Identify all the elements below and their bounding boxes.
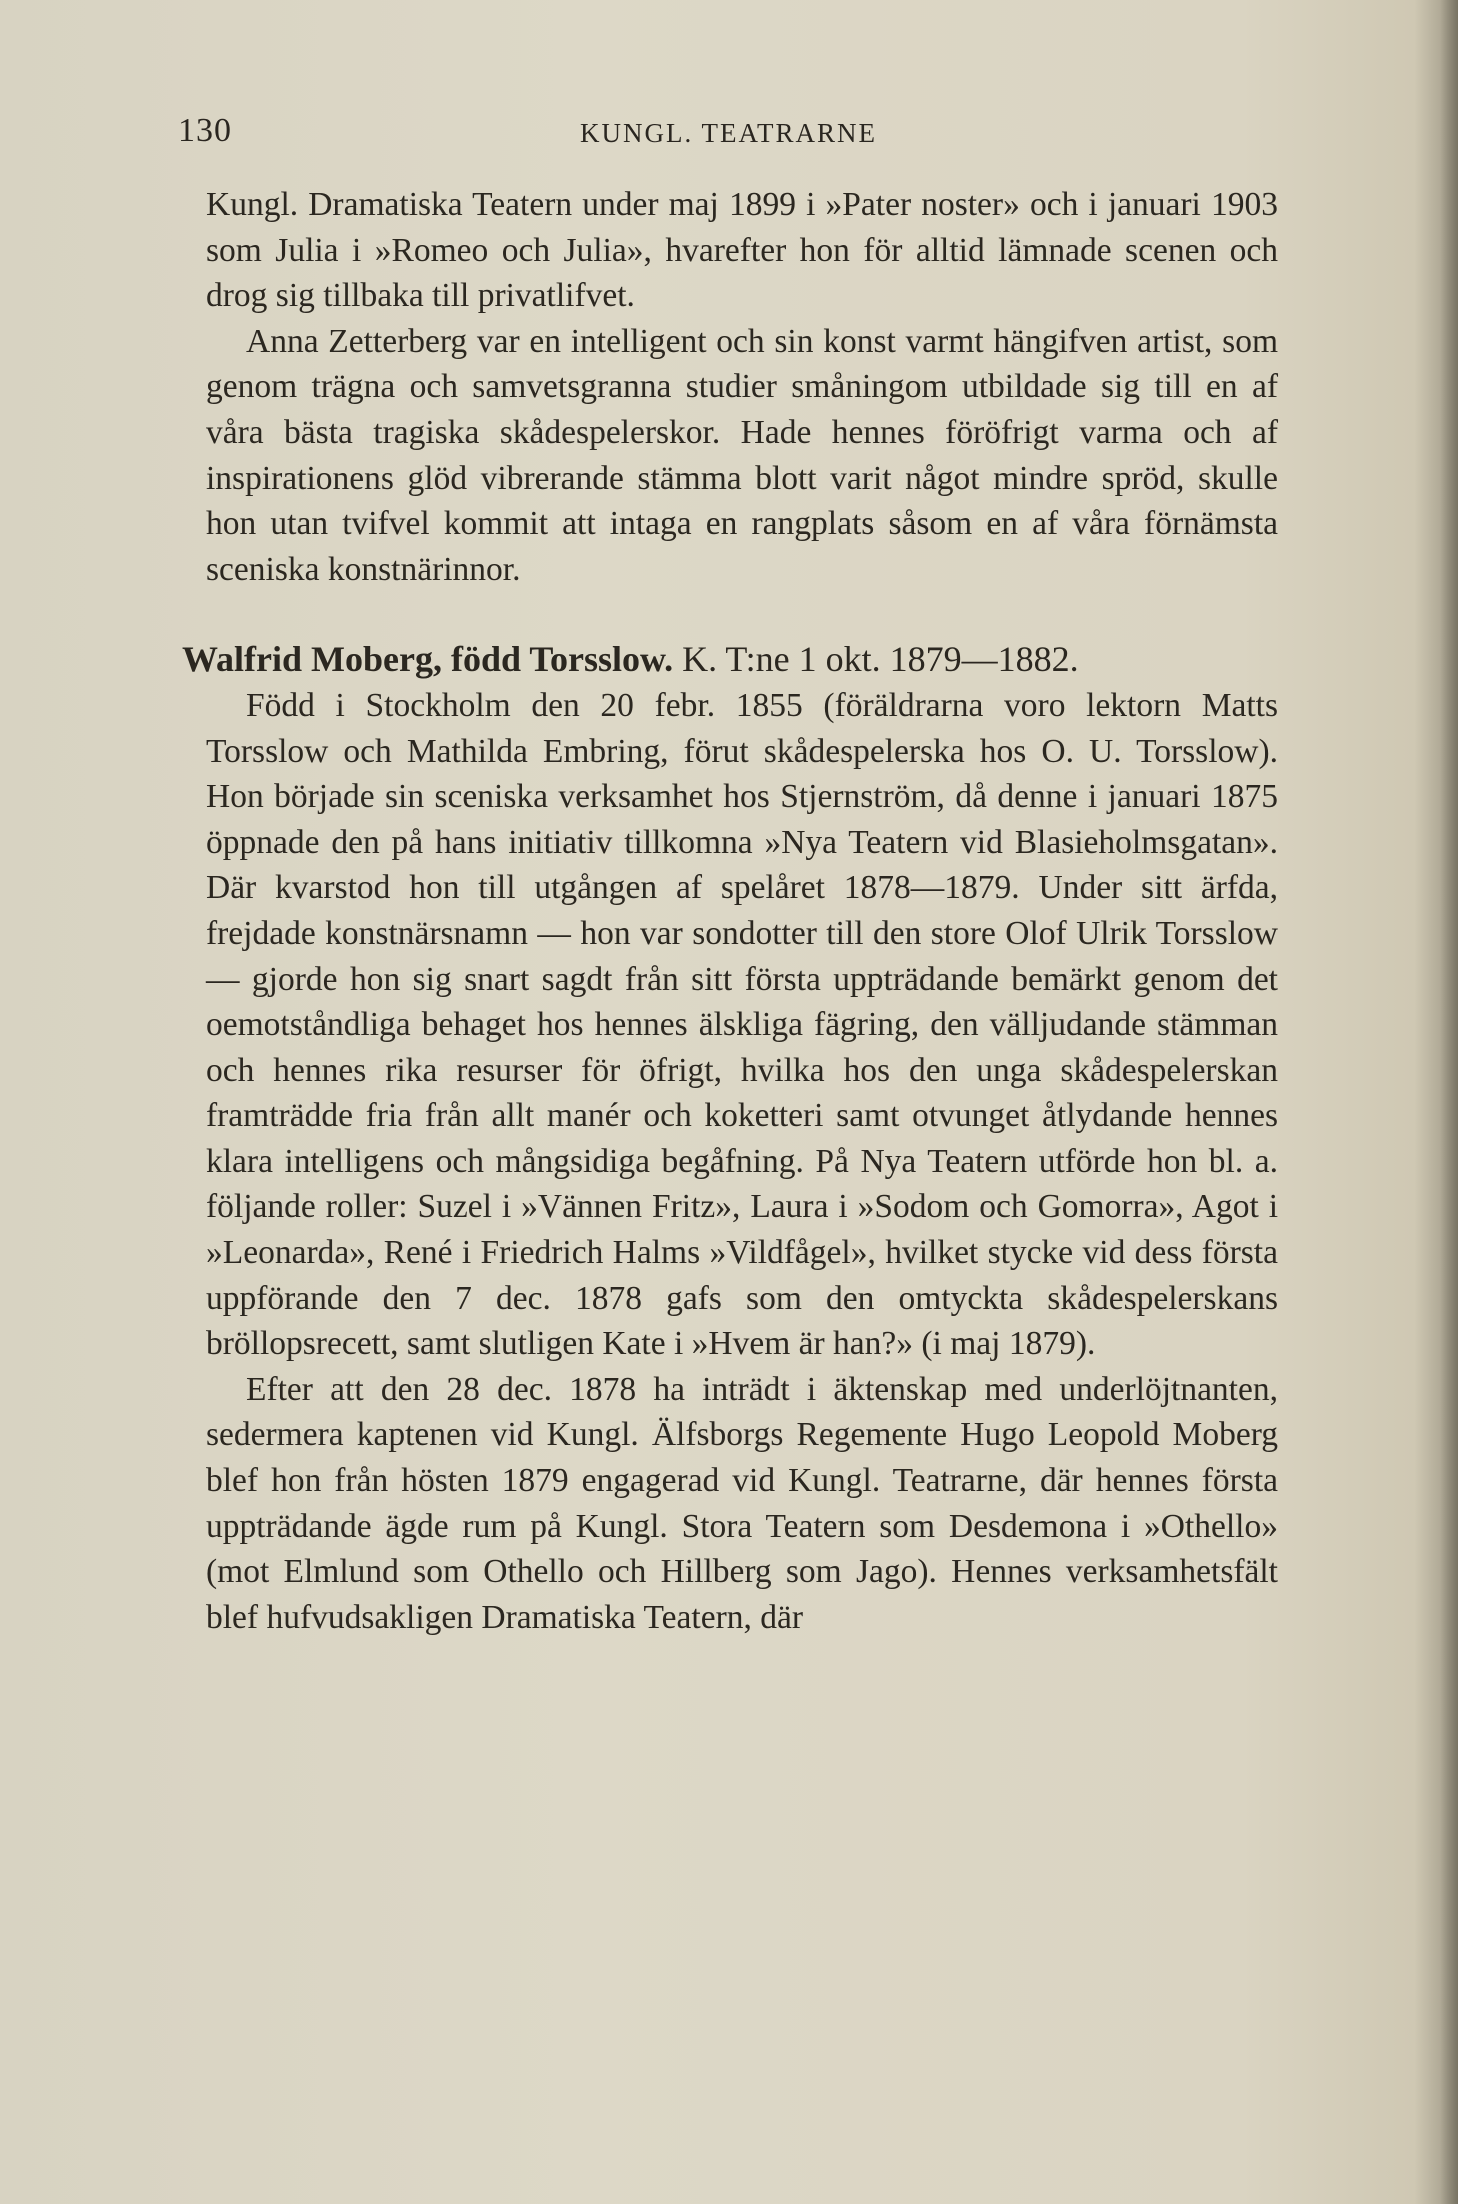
heading-name: Walfrid Moberg,	[182, 639, 442, 680]
page-edge-shadow	[1440, 0, 1458, 2204]
paragraph-continued: Kungl. Dramatiska Teatern under maj 1899 i »Pater noster» och i januari 1903 som Julia i »Romeo och Julia», hvarefter hon för alltid lämnade scenen och drog sig tillbaka till privatlifvet.	[206, 186, 1278, 315]
paragraph-moberg-early-career: Född i Stockholm den 20 febr. 1855 (föräldrarna voro lektorn Matts Torsslow och Mathilda Embring, förut skådespelerska hos O. U. Torsslow). Hon började sin sceniska verksamhet hos Stjernström, då denne i januari 1875 öppnade den på hans initiativ tillkomna »Nya Teatern vid Blasieholmsgatan». Där kvarstod hon till utgången af spelåret 1878—1879. Under sitt ärfda, frejdade konstnärsnamn — hon var sondotter till den store Olof Ulrik Torsslow — gjorde hon sig snart sagdt från sitt första uppträdande bemärkt genom det oemotståndliga behaget hos hennes älskliga fägring, den välljudande stämman och hennes rika resurser för öfrigt, hvilka hos den unga skådespelerskan framträdde fria från allt manér och koketteri samt otvunget åtlydande hennes klara intelligens och mångsidiga begåfning. På Nya Teatern utförde hon bl. a. följande roller: Suzel i »Vännen Fritz», Laura i »Sodom och Gomorra», Agot i »Leonarda», René i Friedrich Halms »Vildfågel», hvilket stycke vid dess första uppförande den 7 dec. 1878 gafs som den omtyckta skådespelerskans bröllopsrecett, samt slutligen Kate i »Hvem är han?» (i maj 1879).	[206, 686, 1278, 1363]
page-number: 130	[178, 112, 232, 149]
page-header	[178, 112, 1278, 162]
heading-birth-name: född Torsslow.	[450, 639, 674, 680]
paragraph-moberg-marriage: Efter att den 28 dec. 1878 ha inträdt i äktenskap med underlöjtnanten, sedermera kaptenen vid Kungl. Älfsborgs Regemente Hugo Leopold Moberg blef hon från hösten 1879 engagerad vid Kungl. Teatrarne, där hennes första uppträdande ägde rum på Kungl. Stora Teatern som Desdemona i »Othello» (mot Elmlund som Othello och Hillberg som Jago). Hennes verksamhetsfält blef hufvudsakligen Dramatiska Teatern, där	[206, 1370, 1278, 1636]
section-heading-moberg	[182, 637, 1278, 683]
running-title: KUNGL. TEATRARNE	[580, 118, 877, 148]
heading-engagement: K. T:ne 1 okt. 1879—1882.	[682, 639, 1079, 680]
paragraph-zetterberg: Anna Zetterberg var en intelligent och sin konst varmt hängifven artist, som genom trägna och samvetsgranna studier småningom utbildade sig till en af våra bästa tragiska skådespelerskor. Hade hennes föröfrigt varma och af inspirationens glöd vibrerande stämma blott varit något mindre spröd, skulle hon utan tvifvel kommit att intaga en rangplats såsom en af våra förnämsta sceniska konstnärinnor.	[206, 322, 1278, 588]
body-text	[182, 182, 1278, 1640]
